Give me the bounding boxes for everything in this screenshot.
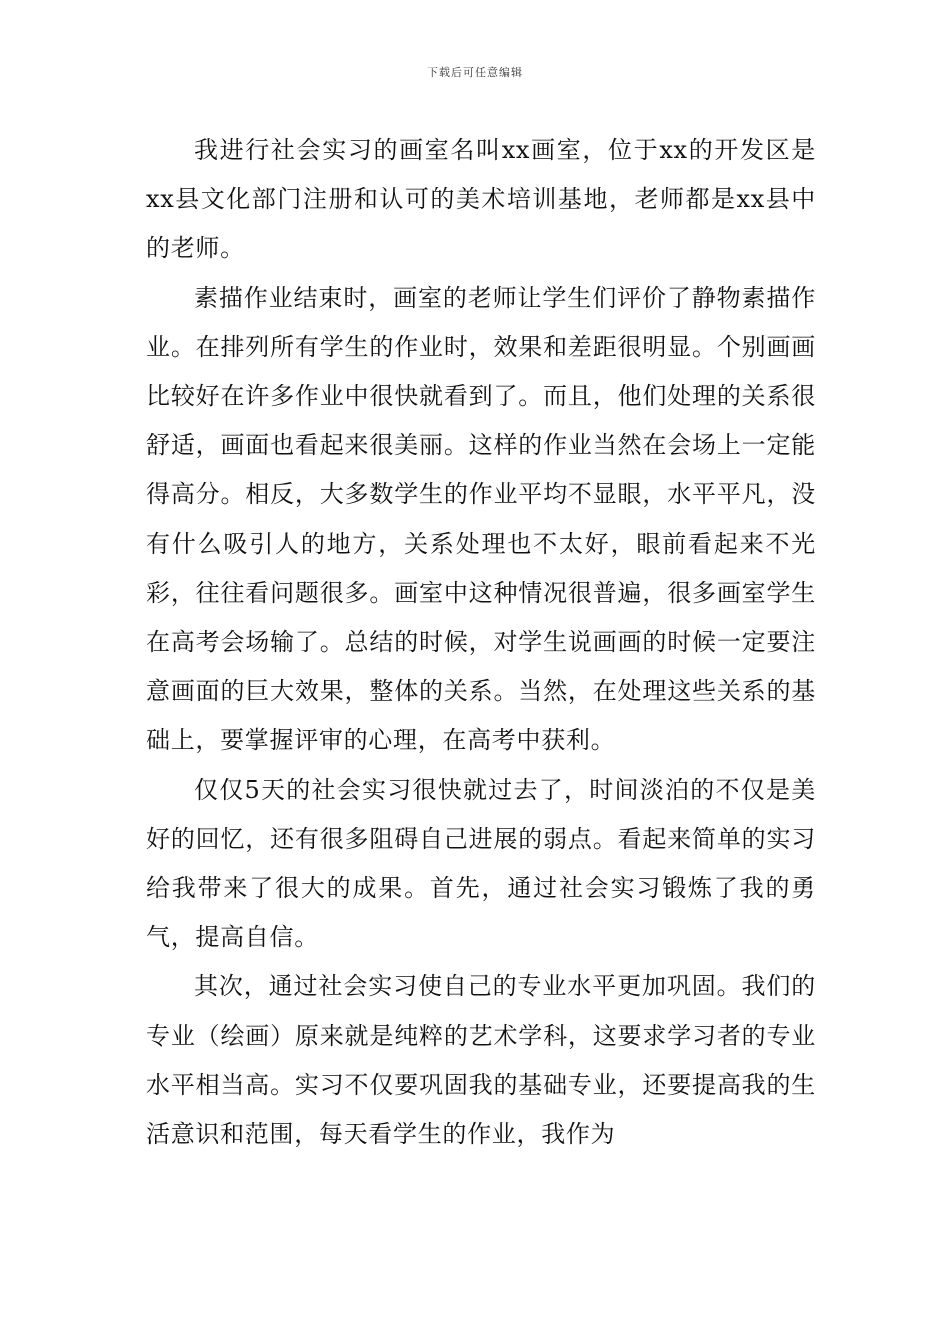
paragraph-1: 我进行社会实习的画室名叫xx画室，位于xx的开发区是xx县文化部门注册和认可的美术培训基地，老师都是xx县中的老师。 — [146, 136, 816, 263]
header-note: 下载后可任意编辑 — [427, 66, 523, 79]
paragraph-4: 其次，通过社会实习使自己的专业水平更加巩固。我们的专业（绘画）原来就是纯粹的艺术学科，这要求学习者的专业水平相当高。实习不仅要巩固我的基础专业，还要提高我的生活意识和范围，每天看学生的作业，我作为 — [146, 972, 816, 1149]
paragraph-3: 仅仅5天的社会实习很快就过去了，时间淡泊的不仅是美好的回忆，还有很多阻碍自己进展的弱点。看起来简单的实习给我带来了很大的成果。首先，通过社会实习锻炼了我的勇气，提高自信。 — [146, 775, 816, 952]
paragraph-2: 素描作业结束时，画室的老师让学生们评价了静物素描作业。在排列所有学生的作业时，效果和差距很明显。个别画画比较好在许多作业中很快就看到了。而且，他们处理的关系很舒适，画面也看起来很美丽。这样的作业当然在会场上一定能得高分。相反，大多数学生的作业平均不显眼，水平平凡，没有什么吸引人的地方，关系处理也不太好，眼前看起来不光彩，往往看问题很多。画室中这种情况很普遍，很多画室学生在高考会场输了。总结的时候，对学生说画画的时候一定要注意画面的巨大效果，整体的关系。当然，在处理这些关系的基础上，要掌握评审的心理，在高考中获利。 — [146, 283, 816, 755]
document-body — [146, 126, 816, 1159]
